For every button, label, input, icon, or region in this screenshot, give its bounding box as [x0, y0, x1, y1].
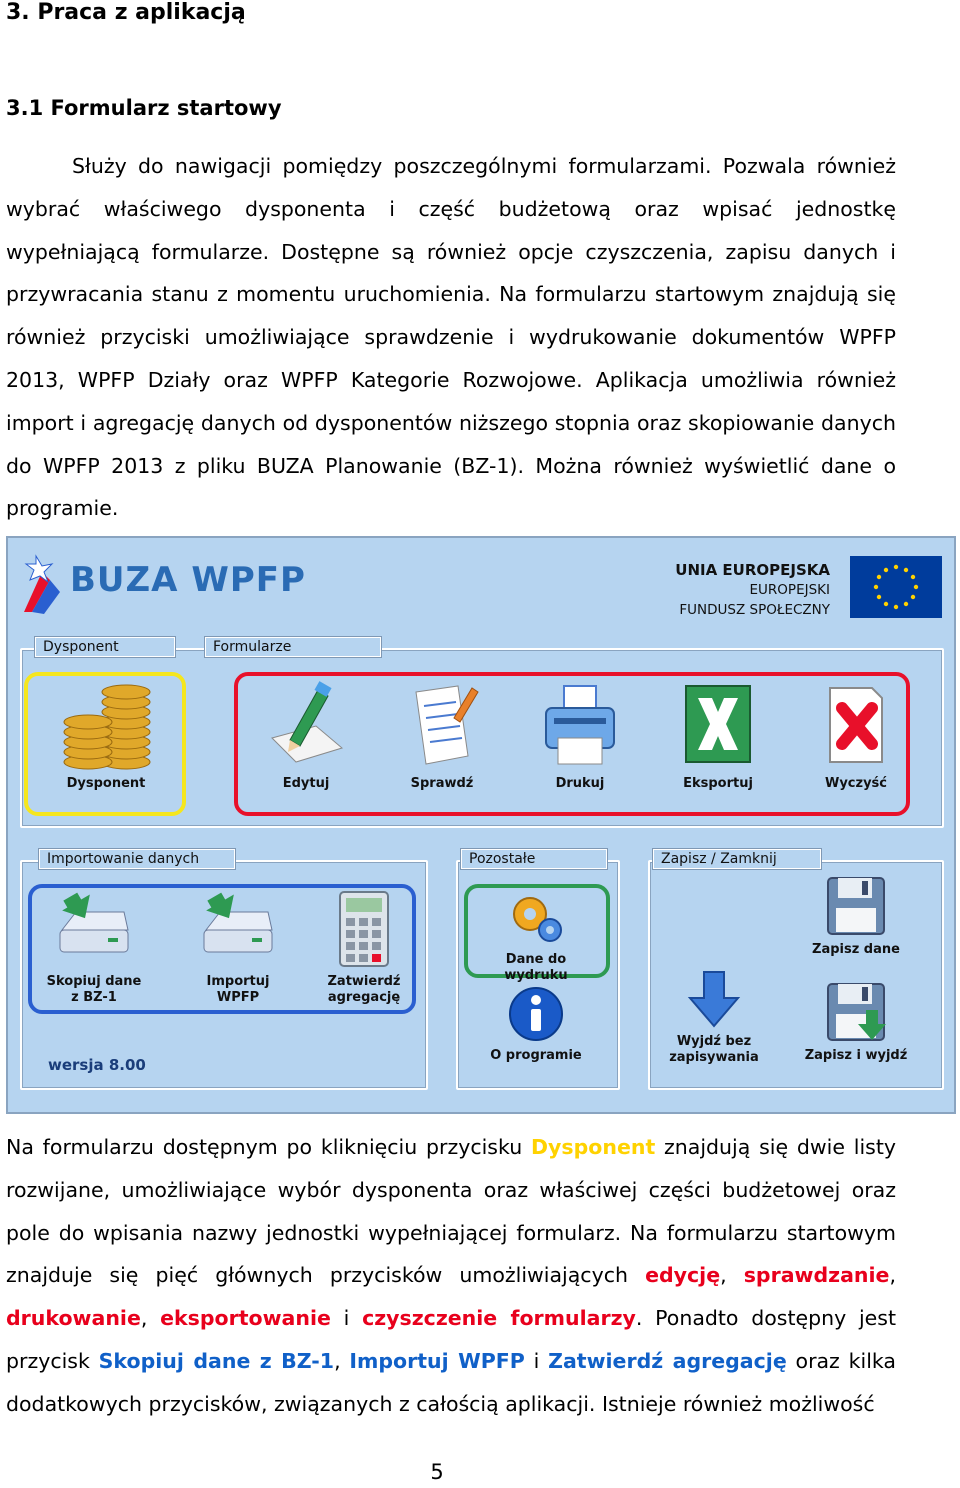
importuj-button[interactable]: [178, 890, 298, 1006]
check-document-icon: [402, 678, 482, 772]
edit-icon: [266, 678, 346, 772]
calculator-icon: [324, 890, 404, 970]
drukuj-button[interactable]: [520, 678, 640, 792]
keyword-edycje: edycję: [645, 1263, 721, 1288]
sprawdz-button-label: Sprawdź: [410, 776, 474, 791]
intro-paragraph: Służy do nawigacji pomiędzy poszczególnymi formularzami. Pozwala również wybrać właściwego dysponenta i część budżetową oraz wpisać jednostkę wypełniającą formularze. Dostępne są również opcje czyszczenia, zapisu danych i przywracania stanu z momentu uruchomienia. Na formularzu startowym znajdują się również przyciski umożliwiające sprawdzenie i wydrukowanie dokumentów WPFP 2013, WPFP Działy oraz WPFP Kategorie Rozwojowe. Aplikacja umożliwia również import i agregację danych od dysponentów niższego stopnia oraz skopiowanie danych do WPFP 2013 z pliku BUZA Planowanie (BZ-1). Można również wyświetlić dane o programie.: [6, 154, 896, 521]
gears-icon: [506, 888, 566, 948]
printer-icon: [540, 678, 620, 772]
group-label-import: Importowanie danych: [38, 848, 236, 870]
sprawdz-button[interactable]: [382, 678, 502, 792]
coins-icon: [56, 678, 156, 772]
floppy-save-exit-icon: [824, 980, 888, 1044]
version-label: wersja 8.00: [48, 1056, 146, 1074]
keyword-skopiuj: Skopiuj dane z BZ-1: [98, 1348, 335, 1373]
o-programie-label: O programie: [490, 1048, 582, 1063]
zatwierdz-button-label: Zatwierdź agregację: [327, 974, 401, 1005]
clear-icon: [816, 678, 896, 772]
wyczysc-button-label: Wyczyść: [824, 776, 887, 791]
eksportuj-button-label: Eksportuj: [683, 776, 753, 791]
keyword-sprawdzanie: sprawdzanie: [743, 1263, 890, 1288]
dane-do-wydruku-button[interactable]: [476, 888, 596, 984]
section-heading: 3.1 Formularz startowy: [6, 96, 282, 120]
excel-icon: [678, 678, 758, 772]
description-paragraph: Na formularzu dostępnym po kliknięciu przycisku Dysponent znajdują się dwie listy rozwijane, umożliwiające wybór dysponenta oraz właściwej części budżetowej oraz pole do wpisania nazwy jednostki wypełniającej formularz. Na formularzu startowym znajduje się pięć głównych przycisków umożliwiających edycję, sprawdzanie, drukowanie, eksportowanie i czyszczenie formularzy. Ponadto dostępny jest przycisk Skopiuj dane z BZ-1, Importuj WPFP i Zatwierdź agregację oraz kilka dodatkowych przycisków, związanych z całością aplikacji. Istnieje również możliwość: [6, 1135, 897, 1416]
copy-drive-icon: [54, 890, 134, 970]
importuj-button-label: Importuj WPFP: [206, 974, 270, 1005]
page-number: 5: [430, 1460, 444, 1484]
zapisz-i-wyjdz-label: Zapisz i wyjdź: [804, 1048, 908, 1063]
drukuj-button-label: Drukuj: [555, 776, 605, 791]
zapisz-dane-label: Zapisz dane: [812, 942, 900, 957]
eu-flag-icon: [850, 556, 942, 618]
buza-logo-icon: [20, 552, 70, 616]
eu-label: UNIA EUROPEJSKA EUROPEJSKI FUNDUSZ SPOŁECZNY: [675, 561, 830, 618]
eksportuj-button[interactable]: [658, 678, 778, 792]
keyword-czyszczenie: czyszczenie formularzy: [362, 1306, 636, 1331]
chapter-heading: 3. Praca z aplikacją: [6, 0, 246, 25]
import-drive-icon: [198, 890, 278, 970]
keyword-drukowanie: drukowanie: [6, 1306, 141, 1331]
keyword-dysponent: Dysponent: [531, 1135, 656, 1159]
info-icon: [506, 984, 566, 1044]
wyjdz-label: Wyjdź bez zapisywania: [669, 1034, 759, 1065]
dane-do-wydruku-label: Dane do wydruku: [504, 952, 568, 983]
skopiuj-button[interactable]: [34, 890, 154, 1006]
zapisz-dane-button[interactable]: [796, 874, 916, 958]
group-label-dysponent: Dysponent: [34, 636, 176, 658]
keyword-importuj: Importuj WPFP: [349, 1348, 525, 1373]
floppy-icon: [824, 874, 888, 938]
wyjdz-bez-zapisywania-button[interactable]: [654, 968, 774, 1066]
app-start-form: [6, 536, 956, 1114]
keyword-zatwierdz: Zatwierdź agregację: [548, 1348, 787, 1373]
group-label-formularze: Formularze: [204, 636, 382, 658]
dysponent-button-label: Dysponent: [66, 776, 146, 791]
o-programie-button[interactable]: [476, 984, 596, 1064]
dysponent-button[interactable]: [46, 678, 166, 792]
edytuj-button[interactable]: [246, 678, 366, 792]
group-label-zapisz: Zapisz / Zamknij: [652, 848, 822, 870]
wyczysc-button[interactable]: [796, 678, 916, 792]
zatwierdz-button[interactable]: [304, 890, 424, 1006]
edytuj-button-label: Edytuj: [282, 776, 330, 791]
group-label-pozostale: Pozostałe: [460, 848, 608, 870]
zapisz-i-wyjdz-button[interactable]: [796, 980, 916, 1064]
app-logo-text: BUZA WPFP: [70, 560, 306, 600]
skopiuj-button-label: Skopiuj dane z BZ-1: [46, 974, 142, 1005]
exit-arrow-icon: [684, 968, 744, 1030]
keyword-eksportowanie: eksportowanie: [160, 1306, 331, 1331]
